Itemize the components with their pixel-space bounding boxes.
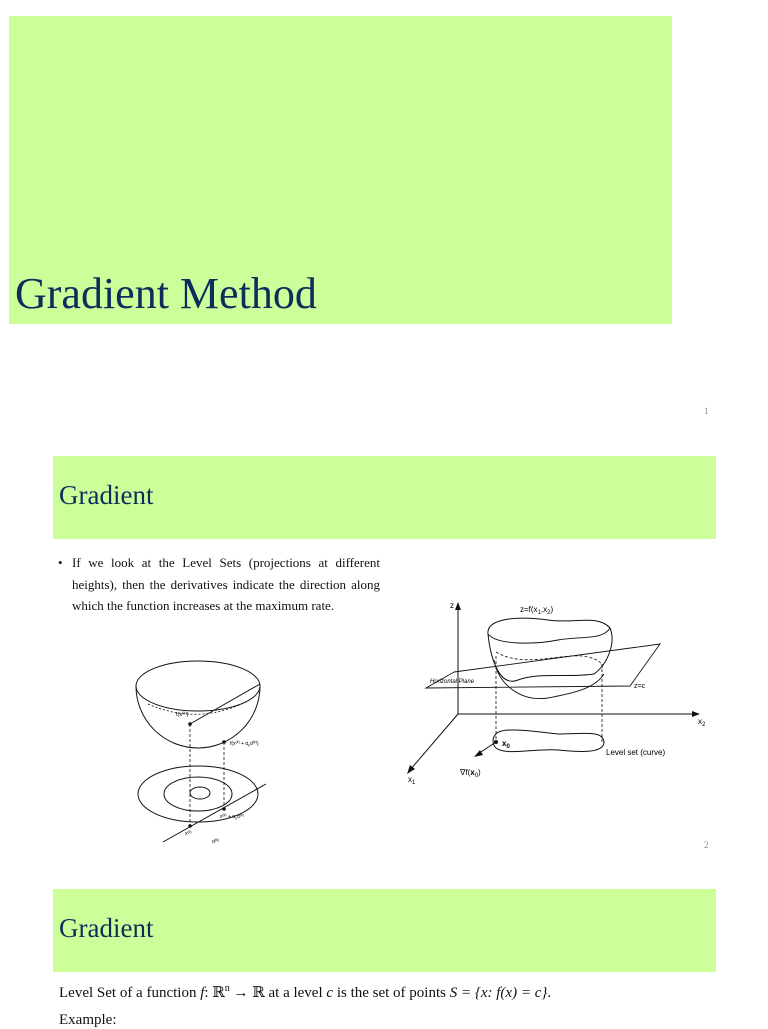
point-xk [188,824,192,828]
level-set-definition [59,983,551,1002]
bullet-dot: • [58,555,63,570]
direction-line [163,784,266,842]
math-c: c [326,985,334,1001]
slide1-title: Gradient Method [15,269,317,318]
label-surface: $z=f(x_1,x_2)$ [520,605,554,616]
x1-axis [410,714,458,770]
label-horizontal-plane: Horizontal Plane [430,679,475,685]
label-xnext: $x^{(k)} + \alpha_kd^{(k)}$ [220,813,244,821]
definition-text-b: at a level [264,985,327,1001]
hemisphere-level-sets-figure [128,646,288,846]
point-fxnext [222,740,226,744]
bowl-body [136,686,260,748]
surface-outline [488,618,612,681]
definition-end: . [547,985,552,1001]
label-gradient: $\nabla f(x_0)$ [460,768,481,779]
tangent-line [190,684,260,724]
surface-rim-front [488,628,610,643]
point-x0 [494,740,498,744]
label-dk: $d^{(k)}$ [212,838,219,845]
label-fxnext: $f(x^{(k)} + \alpha_kd^{(k)})$ [230,740,259,748]
math-f: f [200,985,205,1001]
definition-text-a: Level Set of a function [59,985,201,1001]
slide2-title: Gradient [59,480,154,510]
page-number-1: 1 [704,406,709,416]
label-level-set: Level set (curve) [606,748,666,757]
math-set: S = {x: f(x) = c} [449,985,548,1001]
bullet-text: If we look at the Level Sets (projections at different heights), then the derivatives indicate the direction along which the function increases at the maximum rate. [72,555,380,613]
label-fxk: $f(x^{(k)})$ [176,710,189,718]
page-number-2: 2 [704,840,709,850]
point-fxk [188,722,192,726]
example-label: Example: [59,1012,117,1028]
label-zc: z=c [634,683,646,690]
label-x2: $x_2$ [698,717,706,728]
math-to: → ℝ [229,985,265,1001]
bowl-rim [136,661,260,711]
math-n: n [224,983,230,994]
point-xnext [222,807,226,811]
definition-text-c: is the set of points [333,985,450,1001]
surface-level-set-figure [398,594,718,794]
bowl-level-curve [148,701,248,714]
label-z-axis: z [450,601,454,610]
slide3-title: Gradient [59,913,154,943]
level-set-middle [164,777,232,811]
label-x1: $x_1$ [408,775,416,786]
level-set-inner [190,787,210,799]
z-axis-arrow [455,602,461,610]
x1-axis-arrow [407,765,415,774]
surface-bottom [494,660,604,699]
label-xk: $x^{(k)}$ [185,830,192,837]
math-map: : ℝ [204,985,225,1001]
bullet-item [58,552,380,617]
label-x0: $x_0$ [502,739,510,750]
